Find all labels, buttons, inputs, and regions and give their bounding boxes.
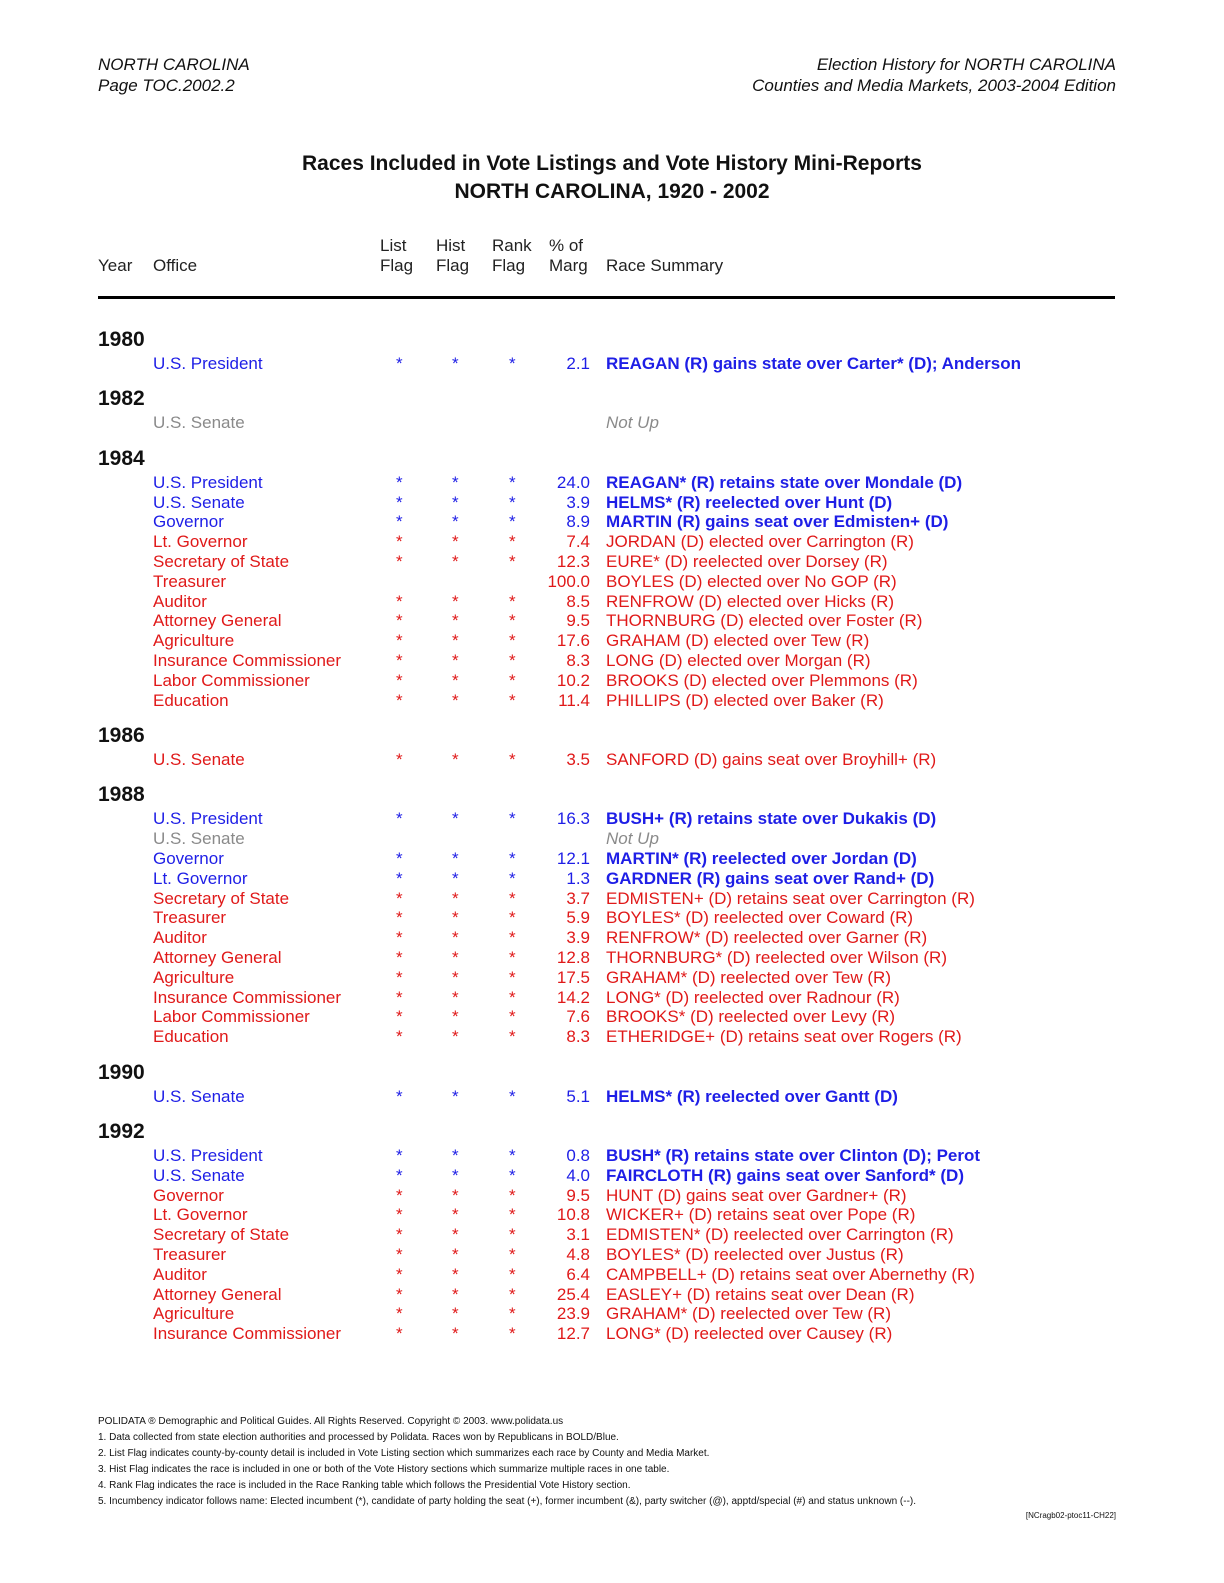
margin-value: 11.4 <box>558 690 590 710</box>
year-heading: 1984 <box>98 446 145 470</box>
hist-flag: * <box>452 908 459 928</box>
rank-flag: * <box>509 809 516 829</box>
race-row <box>0 572 1224 592</box>
race-summary: WICKER+ (D) retains seat over Pope (R) <box>606 1205 916 1225</box>
rank-flag: * <box>509 611 516 631</box>
race-row <box>0 512 1224 532</box>
margin-value: 2.1 <box>566 354 590 373</box>
race-summary: BUSH+ (R) retains state over Dukakis (D) <box>606 809 937 829</box>
list-flag: * <box>396 1007 403 1027</box>
race-summary: EDMISTEN+ (D) retains seat over Carrington (R) <box>606 888 975 908</box>
race-row <box>0 968 1224 988</box>
race-office: U.S. President <box>153 354 263 373</box>
race-row <box>0 928 1224 948</box>
list-flag: * <box>396 809 403 829</box>
header-rule <box>98 296 1115 299</box>
hist-flag: * <box>452 1165 459 1185</box>
race-row <box>0 1225 1224 1245</box>
race-row <box>0 1205 1224 1225</box>
margin-value: 3.7 <box>566 888 590 908</box>
race-summary: BOYLES (D) elected over No GOP (R) <box>606 571 897 591</box>
list-flag: * <box>396 908 403 928</box>
race-row <box>0 611 1224 631</box>
margin-value: 3.5 <box>566 750 590 769</box>
list-flag: * <box>396 591 403 611</box>
col-margin: % of Marg <box>549 236 588 275</box>
page-label: Page TOC.2002.2 <box>98 76 235 95</box>
list-flag: * <box>396 1225 403 1245</box>
race-row <box>0 691 1224 711</box>
margin-value: 9.5 <box>566 1185 590 1205</box>
margin-value: 4.0 <box>566 1165 590 1185</box>
list-flag: * <box>396 868 403 888</box>
race-office: Treasurer <box>153 908 227 928</box>
rank-flag: * <box>509 928 516 948</box>
race-office: Agriculture <box>153 1304 235 1324</box>
race-row <box>0 651 1224 671</box>
year-heading: 1980 <box>98 328 145 351</box>
margin-value: 12.3 <box>556 552 590 571</box>
list-flag: * <box>396 967 403 987</box>
race-row <box>0 1245 1224 1265</box>
rank-flag: * <box>509 948 516 967</box>
race-row <box>0 809 1224 829</box>
list-flag: * <box>396 750 403 769</box>
race-row <box>0 671 1224 691</box>
race-office: U.S. President <box>153 1146 263 1165</box>
race-summary: LONG (D) elected over Morgan (R) <box>606 651 871 670</box>
footnote-2: 2. List Flag indicates county-by-county detail is included in Vote Listing section which summarizes each race by County and Media Market. <box>98 1448 710 1459</box>
race-row <box>0 849 1224 869</box>
race-row <box>0 1324 1224 1344</box>
race-summary: RENFROW (D) elected over Hicks (R) <box>606 591 895 611</box>
hist-flag: * <box>452 928 459 948</box>
rank-flag: * <box>509 868 516 888</box>
rank-flag: * <box>509 967 516 987</box>
list-flag: * <box>396 987 403 1007</box>
rank-flag: * <box>509 849 516 868</box>
race-row <box>0 592 1224 612</box>
rank-flag: * <box>509 1146 516 1165</box>
race-row <box>0 552 1224 572</box>
margin-value: 8.3 <box>566 651 590 670</box>
list-flag: * <box>396 1086 403 1106</box>
race-office: Labor Commissioner <box>153 670 310 690</box>
margin-value: 10.2 <box>556 670 590 690</box>
rank-flag: * <box>509 908 516 928</box>
race-row <box>0 1166 1224 1186</box>
rank-flag: * <box>509 591 516 611</box>
hist-flag: * <box>452 651 459 670</box>
year-heading: 1982 <box>98 387 145 411</box>
hist-flag: * <box>452 1007 459 1027</box>
rank-flag: * <box>509 888 516 908</box>
race-row <box>0 1265 1224 1285</box>
hist-flag: * <box>452 888 459 908</box>
margin-value: 5.9 <box>566 908 590 928</box>
list-flag: * <box>396 1264 403 1284</box>
margin-value: 7.6 <box>566 1007 590 1027</box>
margin-value: 1.3 <box>566 868 590 888</box>
list-flag: * <box>396 948 403 967</box>
hist-flag: * <box>452 472 459 492</box>
race-office: Insurance Commissioner <box>153 1324 342 1344</box>
footnote-3: 3. Hist Flag indicates the race is included in one or both of the Vote History sections which summarize multiple races in one table. <box>98 1464 670 1475</box>
margin-value: 24.0 <box>556 472 590 492</box>
rank-flag: * <box>509 1324 516 1344</box>
rank-flag: * <box>509 651 516 670</box>
list-flag: * <box>396 354 403 373</box>
race-office: Lt. Governor <box>153 532 248 552</box>
rank-flag: * <box>509 532 516 552</box>
rank-flag: * <box>509 987 516 1007</box>
footnote-4: 4. Rank Flag indicates the race is included in the Race Ranking table which follows the Presidential Vote History section. <box>98 1480 631 1491</box>
race-office: Attorney General <box>153 1284 282 1304</box>
col-list-flag: List Flag <box>380 236 414 275</box>
hist-flag: * <box>452 1027 459 1047</box>
race-summary: LONG* (D) reelected over Radnour (R) <box>606 987 900 1007</box>
race-summary: THORNBURG* (D) reelected over Wilson (R) <box>606 948 947 967</box>
race-office: Insurance Commissioner <box>153 987 342 1007</box>
page-title <box>0 150 1224 206</box>
hist-flag: * <box>452 1264 459 1284</box>
race-summary: FAIRCLOTH (R) gains seat over Sanford* (D) <box>606 1165 964 1185</box>
race-row <box>0 1027 1224 1047</box>
race-row <box>0 413 1224 433</box>
list-flag: * <box>396 552 403 571</box>
year-heading: 1988 <box>98 783 145 807</box>
race-office: Education <box>153 690 229 710</box>
list-flag: * <box>396 651 403 670</box>
list-flag: * <box>396 1324 403 1344</box>
rank-flag: * <box>509 512 516 532</box>
col-race-summary: Race Summary <box>606 256 724 275</box>
list-flag: * <box>396 1304 403 1324</box>
race-summary: REAGAN (R) gains state over Carter* (D); Anderson <box>606 354 1021 373</box>
race-row <box>0 1087 1224 1107</box>
page-title-line2: NORTH CAROLINA, 1920 - 2002 <box>454 180 770 203</box>
race-row <box>0 493 1224 513</box>
race-summary: Not Up <box>606 829 659 849</box>
race-office: Treasurer <box>153 1245 227 1264</box>
race-office: U.S. President <box>153 472 263 492</box>
margin-value: 7.4 <box>566 532 590 552</box>
year-heading: 1990 <box>98 1060 145 1084</box>
hist-flag: * <box>452 552 459 571</box>
race-summary: ETHERIDGE+ (D) retains seat over Rogers (R) <box>606 1027 962 1047</box>
margin-value: 100.0 <box>547 571 590 591</box>
state-label: NORTH CAROLINA <box>98 55 250 74</box>
race-row <box>0 1007 1224 1027</box>
race-row <box>0 889 1224 909</box>
margin-value: 9.5 <box>566 611 590 631</box>
rank-flag: * <box>509 492 516 512</box>
race-office: Agriculture <box>153 631 235 651</box>
race-summary: BOYLES* (D) reelected over Coward (R) <box>606 908 914 928</box>
race-summary: EDMISTEN* (D) reelected over Carrington (R) <box>606 1225 954 1245</box>
col-rank-flag: Rank Flag <box>492 236 532 275</box>
race-office: U.S. Senate <box>153 413 245 433</box>
hist-flag: * <box>452 1284 459 1304</box>
hist-flag: * <box>452 967 459 987</box>
list-flag: * <box>396 631 403 651</box>
race-summary: MARTIN (R) gains seat over Edmisten+ (D) <box>606 512 949 532</box>
list-flag: * <box>396 1027 403 1047</box>
rank-flag: * <box>509 750 516 769</box>
hist-flag: * <box>452 1185 459 1205</box>
race-row <box>0 1304 1224 1324</box>
rank-flag: * <box>509 1284 516 1304</box>
race-office: U.S. Senate <box>153 1086 245 1106</box>
edition-label: Counties and Media Markets, 2003-2004 Edition <box>752 76 1116 95</box>
race-summary: GRAHAM* (D) reelected over Tew (R) <box>606 967 891 987</box>
rank-flag: * <box>509 670 516 690</box>
race-summary: GRAHAM* (D) reelected over Tew (R) <box>606 1304 891 1324</box>
rank-flag: * <box>509 1264 516 1284</box>
rank-flag: * <box>509 1304 516 1324</box>
list-flag: * <box>396 1185 403 1205</box>
race-summary: MARTIN* (R) reelected over Jordan (D) <box>606 849 917 868</box>
document-code: [NCragb02-ptoc11-CH22] <box>1025 1511 1116 1520</box>
race-office: Secretary of State <box>153 888 290 908</box>
race-row <box>0 354 1224 374</box>
race-row <box>0 829 1224 849</box>
rank-flag: * <box>509 354 516 373</box>
year-heading: 1986 <box>98 724 145 747</box>
rank-flag: * <box>509 690 516 710</box>
rank-flag: * <box>509 631 516 651</box>
race-summary: LONG* (D) reelected over Causey (R) <box>606 1324 893 1344</box>
margin-value: 8.5 <box>566 591 590 611</box>
margin-value: 25.4 <box>556 1284 590 1304</box>
race-summary: BROOKS* (D) reelected over Levy (R) <box>606 1007 896 1027</box>
hist-flag: * <box>452 948 459 967</box>
race-office: Governor <box>153 512 224 532</box>
margin-value: 16.3 <box>556 809 590 829</box>
race-row <box>0 988 1224 1008</box>
list-flag: * <box>396 928 403 948</box>
race-office: U.S. Senate <box>153 492 245 512</box>
margin-value: 3.1 <box>566 1225 590 1245</box>
race-row <box>0 750 1224 770</box>
race-row <box>0 1146 1224 1166</box>
race-office: Secretary of State <box>153 552 290 571</box>
race-office: Insurance Commissioner <box>153 651 342 670</box>
hist-flag: * <box>452 690 459 710</box>
race-summary: GARDNER (R) gains seat over Rand+ (D) <box>606 868 935 888</box>
race-office: Treasurer <box>153 571 227 591</box>
hist-flag: * <box>452 591 459 611</box>
race-summary: JORDAN (D) elected over Carrington (R) <box>606 532 914 552</box>
col-hist-flag: Hist Flag <box>436 236 470 275</box>
list-flag: * <box>396 532 403 552</box>
race-row <box>0 1186 1224 1206</box>
hist-flag: * <box>452 809 459 829</box>
header-right <box>752 54 1116 96</box>
margin-value: 12.1 <box>556 849 590 868</box>
margin-value: 17.5 <box>556 967 590 987</box>
race-row <box>0 532 1224 552</box>
race-row <box>0 948 1224 968</box>
hist-flag: * <box>452 611 459 631</box>
margin-value: 0.8 <box>566 1146 590 1165</box>
race-summary: Not Up <box>606 413 659 433</box>
report-title: Election History for NORTH CAROLINA <box>816 55 1116 74</box>
margin-value: 3.9 <box>566 492 590 512</box>
list-flag: * <box>396 512 403 532</box>
hist-flag: * <box>452 1086 459 1106</box>
race-summary: BUSH* (R) retains state over Clinton (D); Perot <box>606 1146 981 1165</box>
race-row <box>0 1285 1224 1305</box>
race-office: Lt. Governor <box>153 1205 248 1225</box>
hist-flag: * <box>452 631 459 651</box>
race-row <box>0 473 1224 493</box>
col-year: Year <box>98 256 133 275</box>
list-flag: * <box>396 690 403 710</box>
margin-value: 12.7 <box>556 1324 590 1344</box>
list-flag: * <box>396 472 403 492</box>
header-left <box>98 54 250 96</box>
rank-flag: * <box>509 472 516 492</box>
list-flag: * <box>396 1284 403 1304</box>
hist-flag: * <box>452 1304 459 1324</box>
race-office: Agriculture <box>153 967 235 987</box>
hist-flag: * <box>452 1245 459 1264</box>
race-office: Education <box>153 1027 229 1047</box>
rank-flag: * <box>509 552 516 571</box>
margin-value: 12.8 <box>556 948 590 967</box>
race-office: U.S. President <box>153 809 263 829</box>
list-flag: * <box>396 492 403 512</box>
race-office: U.S. Senate <box>153 750 245 769</box>
footnotes <box>98 1414 1118 1510</box>
margin-value: 10.8 <box>556 1205 590 1225</box>
race-office: Secretary of State <box>153 1225 290 1245</box>
margin-value: 3.9 <box>566 928 590 948</box>
margin-value: 6.4 <box>566 1264 590 1284</box>
list-flag: * <box>396 849 403 868</box>
race-summary: THORNBURG (D) elected over Foster (R) <box>606 611 923 631</box>
race-office: Auditor <box>153 928 207 948</box>
race-office: U.S. Senate <box>153 829 245 849</box>
race-summary: PHILLIPS (D) elected over Baker (R) <box>606 690 884 710</box>
race-office: Governor <box>153 1185 224 1205</box>
race-summary: HELMS* (R) reelected over Hunt (D) <box>606 492 893 512</box>
rank-flag: * <box>509 1205 516 1225</box>
race-office: Attorney General <box>153 611 282 631</box>
race-office: Attorney General <box>153 948 282 967</box>
race-summary: SANFORD (D) gains seat over Broyhill+ (R) <box>606 750 937 769</box>
rank-flag: * <box>509 1225 516 1245</box>
race-office: Auditor <box>153 591 207 611</box>
margin-value: 8.3 <box>566 1027 590 1047</box>
rank-flag: * <box>509 1165 516 1185</box>
hist-flag: * <box>452 987 459 1007</box>
race-row <box>0 869 1224 889</box>
rank-flag: * <box>509 1185 516 1205</box>
margin-value: 14.2 <box>556 987 590 1007</box>
race-summary: CAMPBELL+ (D) retains seat over Abernethy (R) <box>606 1264 975 1284</box>
hist-flag: * <box>452 849 459 868</box>
race-office: Labor Commissioner <box>153 1007 310 1027</box>
rank-flag: * <box>509 1086 516 1106</box>
rank-flag: * <box>509 1027 516 1047</box>
hist-flag: * <box>452 532 459 552</box>
race-office: U.S. Senate <box>153 1165 245 1185</box>
race-office: Lt. Governor <box>153 868 248 888</box>
footnote-1: 1. Data collected from state election authorities and processed by Polidata. Races won by Republicans in BOLD/Blue. <box>98 1432 619 1443</box>
list-flag: * <box>396 1146 403 1165</box>
race-summary: HUNT (D) gains seat over Gardner+ (R) <box>606 1185 907 1205</box>
hist-flag: * <box>452 1146 459 1165</box>
rank-flag: * <box>509 1007 516 1027</box>
list-flag: * <box>396 1205 403 1225</box>
race-row <box>0 908 1224 928</box>
margin-value: 4.8 <box>566 1245 590 1264</box>
list-flag: * <box>396 1165 403 1185</box>
margin-value: 5.1 <box>566 1086 590 1106</box>
page-title-line1: Races Included in Vote Listings and Vote History Mini-Reports <box>302 152 922 175</box>
race-summary: GRAHAM (D) elected over Tew (R) <box>606 631 870 651</box>
hist-flag: * <box>452 512 459 532</box>
race-summary: EASLEY+ (D) retains seat over Dean (R) <box>606 1284 915 1304</box>
hist-flag: * <box>452 1205 459 1225</box>
margin-value: 8.9 <box>566 512 590 532</box>
list-flag: * <box>396 611 403 631</box>
year-heading: 1992 <box>98 1120 145 1143</box>
hist-flag: * <box>452 1225 459 1245</box>
margin-value: 23.9 <box>556 1304 590 1324</box>
list-flag: * <box>396 670 403 690</box>
footnote-copyright: POLIDATA ® Demographic and Political Guides. All Rights Reserved. Copyright © 2003. www.polidata.us <box>98 1416 564 1427</box>
rank-flag: * <box>509 1245 516 1264</box>
race-summary: EURE* (D) reelected over Dorsey (R) <box>606 552 888 571</box>
list-flag: * <box>396 888 403 908</box>
race-summary: BROOKS (D) elected over Plemmons (R) <box>606 670 918 690</box>
footnote-5: 5. Incumbency indicator follows name: Elected incumbent (*), candidate of party holding the seat (+), former incumbent (&), party switcher (@), apptd/special (#) and status unknown (--). <box>98 1496 917 1507</box>
hist-flag: * <box>452 670 459 690</box>
hist-flag: * <box>452 1324 459 1344</box>
hist-flag: * <box>452 354 459 373</box>
hist-flag: * <box>452 750 459 769</box>
race-summary: RENFROW* (D) reelected over Garner (R) <box>606 928 928 948</box>
col-office: Office <box>153 256 198 275</box>
race-office: Governor <box>153 849 224 868</box>
race-row <box>0 631 1224 651</box>
margin-value: 17.6 <box>556 631 590 651</box>
race-office: Auditor <box>153 1264 207 1284</box>
list-flag: * <box>396 1245 403 1264</box>
race-summary: HELMS* (R) reelected over Gantt (D) <box>606 1086 898 1106</box>
race-summary: BOYLES* (D) reelected over Justus (R) <box>606 1245 904 1264</box>
hist-flag: * <box>452 492 459 512</box>
hist-flag: * <box>452 868 459 888</box>
race-summary: REAGAN* (R) retains state over Mondale (D) <box>606 472 963 492</box>
